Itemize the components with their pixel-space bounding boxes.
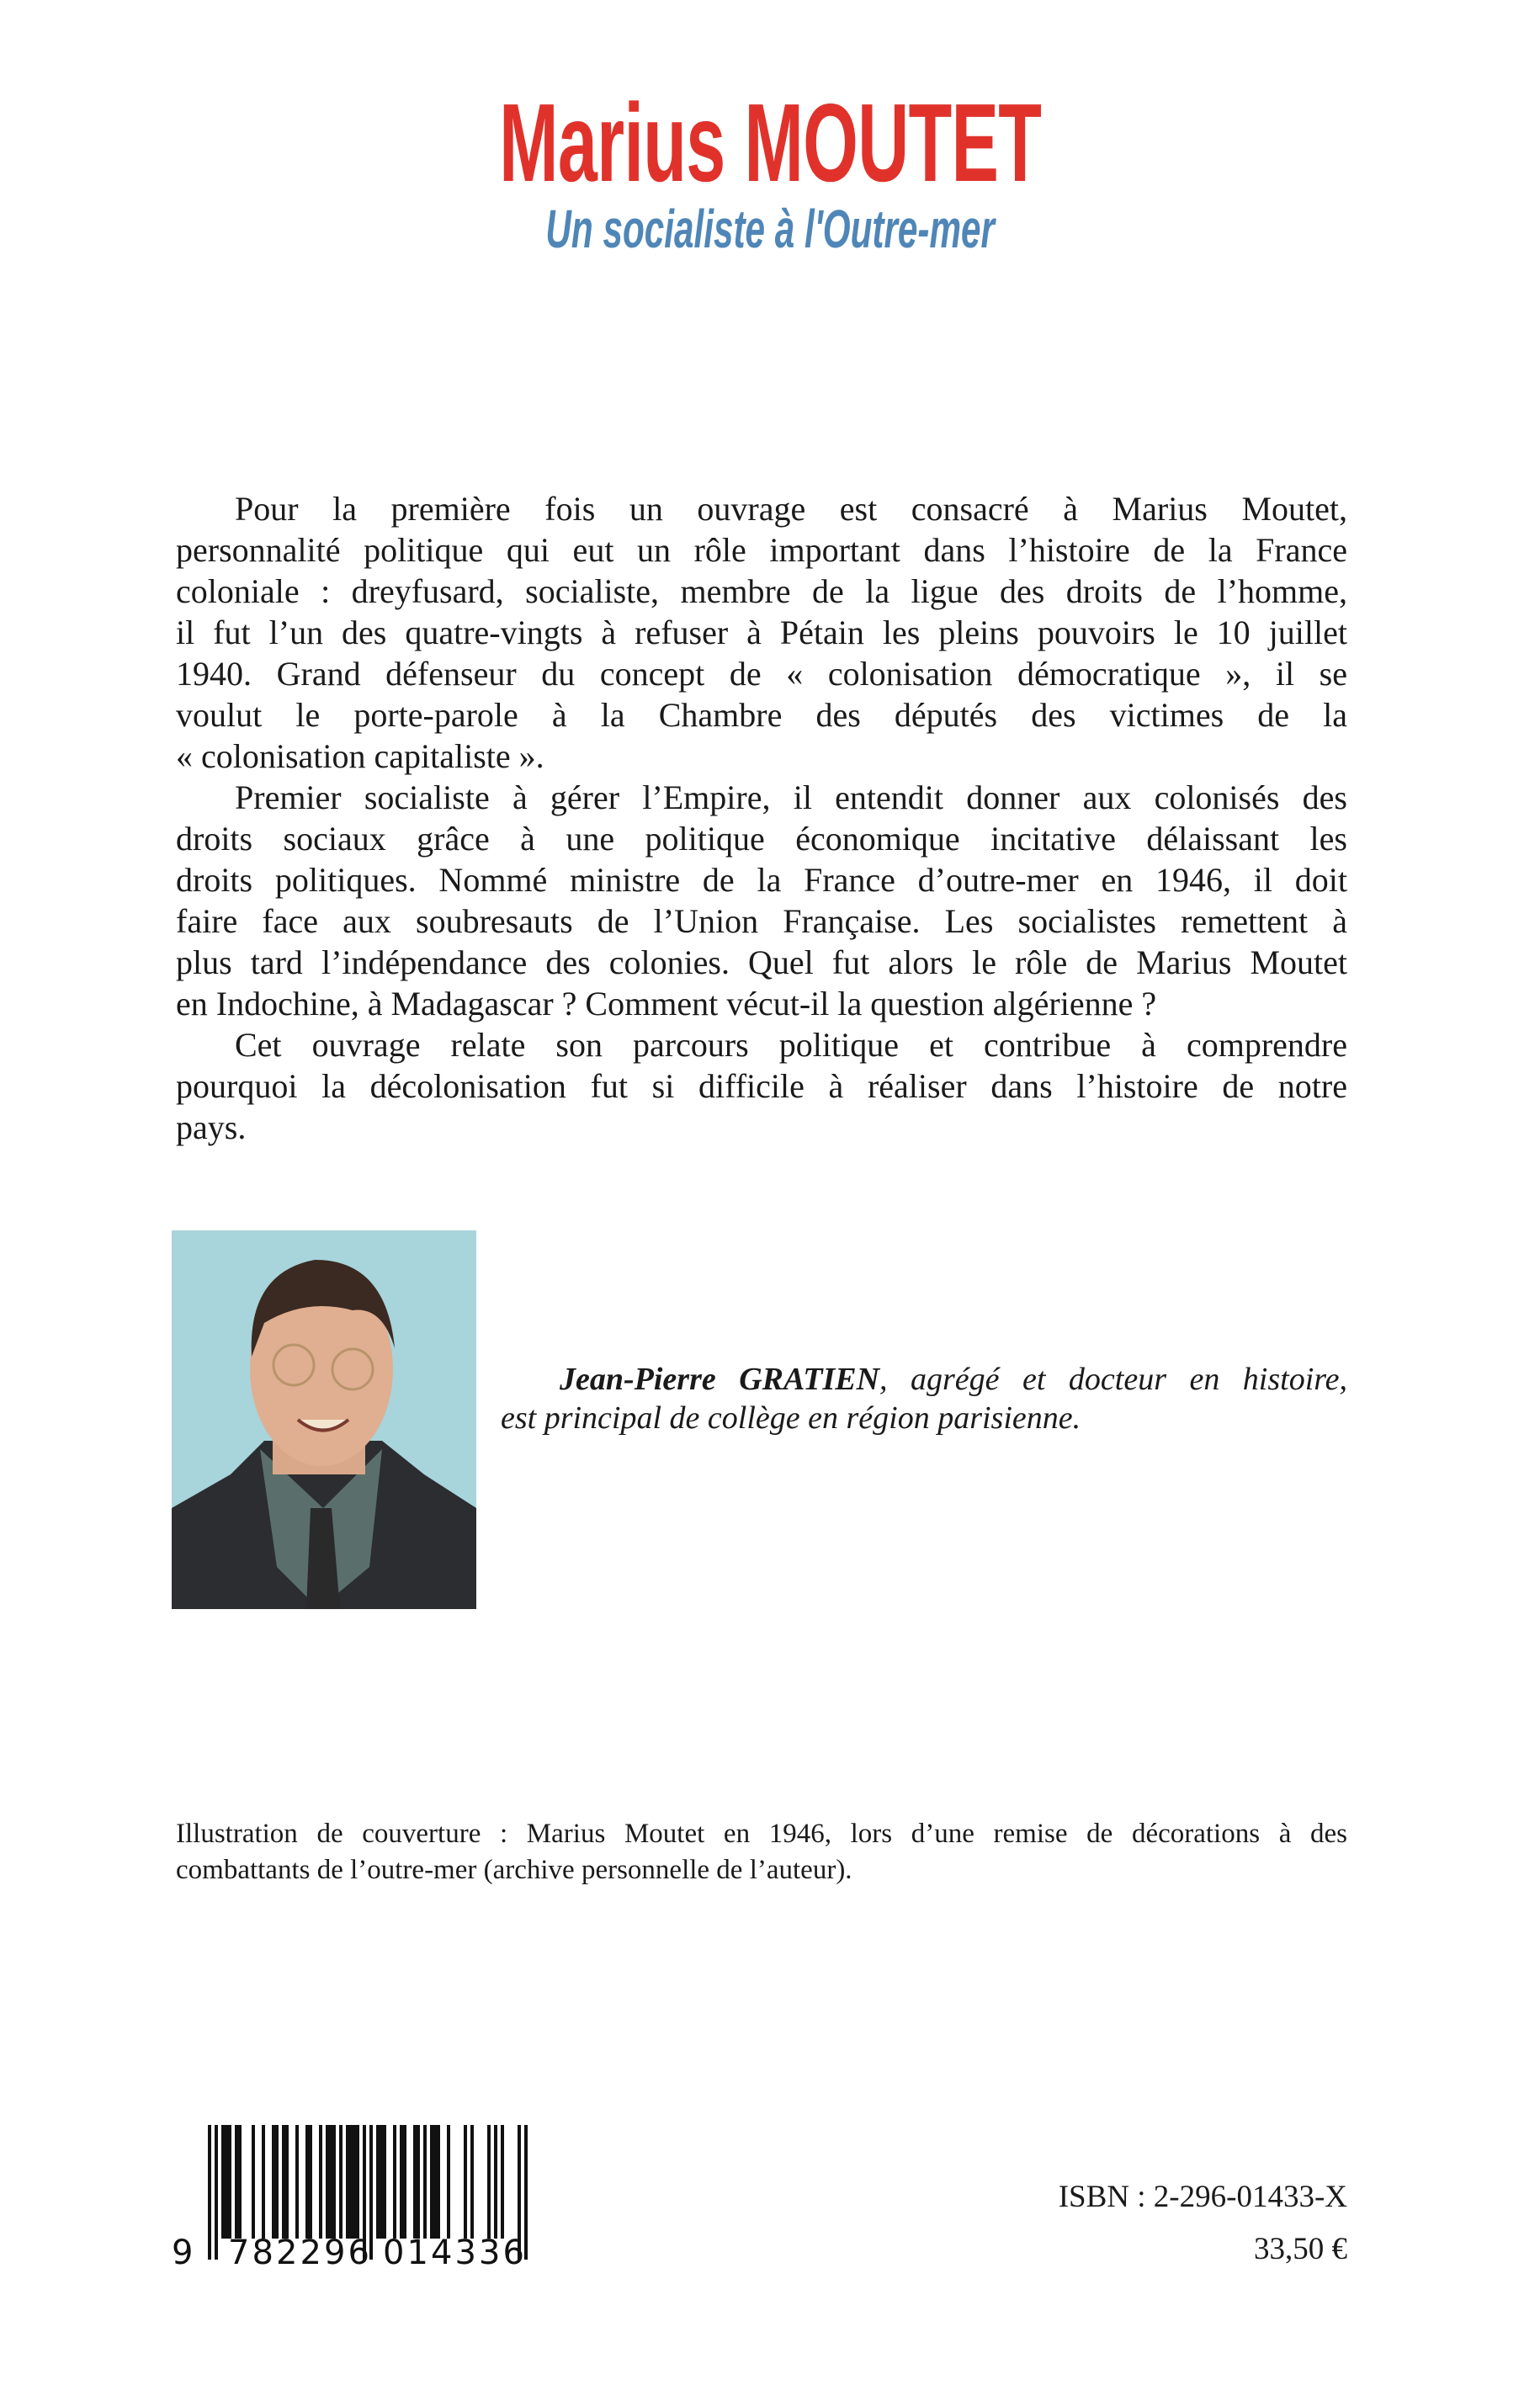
blurb-line: pays. <box>176 1108 247 1146</box>
barcode-bar <box>393 2125 396 2239</box>
author-photo <box>172 1230 476 1609</box>
barcode-bar <box>437 2125 440 2239</box>
barcode-bar <box>295 2125 299 2239</box>
barcode-bar <box>309 2125 312 2239</box>
barcode-bar <box>329 2125 332 2239</box>
blurb-line: voulut le porte-parole à la Chambre des députés des victimes de la <box>176 696 1347 734</box>
barcode-bar <box>225 2125 228 2239</box>
barcode-bar <box>524 2125 528 2260</box>
barcode-left-digits: 782296 <box>228 2234 369 2272</box>
barcode-bar <box>272 2125 275 2239</box>
barcode-bar <box>400 2125 403 2239</box>
blurb-line: plus tard l’indépendance des colonies. Quel fut alors le rôle de Marius Moutet <box>176 943 1347 981</box>
barcode-bar <box>464 2125 467 2239</box>
barcode-bar <box>356 2125 359 2239</box>
barcode-bar <box>262 2125 265 2239</box>
blurb-line: droits sociaux grâce à une politique économique incitative délaissant les <box>176 820 1347 858</box>
author-credentials: , agrégé et docteur en histoire, <box>879 1362 1348 1397</box>
barcode-bar <box>305 2125 309 2239</box>
barcode-right-digits: 014336 <box>383 2234 524 2272</box>
barcode-bar <box>470 2125 474 2239</box>
author-name: Jean-Pierre GRATIEN <box>560 1362 880 1397</box>
blurb-line: droits politiques. Nommé ministre de la France d’outre-mer en 1946, il doit <box>176 861 1347 899</box>
blurb-line: personnalité politique qui eut un rôle important dans l’histoire de la France <box>176 531 1347 569</box>
barcode-bar <box>349 2125 353 2239</box>
blurb-line: coloniale : dreyfusard, socialiste, membre de la ligue des droits de l’homme, <box>176 572 1347 610</box>
barcode-bar <box>413 2125 417 2239</box>
barcode-bar <box>487 2125 491 2239</box>
barcode-first-digit: 9 <box>172 2234 194 2272</box>
barcode-bar <box>319 2125 322 2239</box>
barcode-bar <box>423 2125 427 2239</box>
barcode-bar <box>285 2125 289 2239</box>
barcode-bar <box>228 2125 231 2239</box>
blurb-text <box>176 488 1347 1148</box>
barcode-bar <box>221 2125 225 2239</box>
barcode-bar <box>339 2125 343 2239</box>
barcode-bar <box>417 2125 420 2239</box>
blurb-line: en Indochine, à Madagascar ? Comment vécut-il la question algérienne ? <box>176 985 1157 1023</box>
blurb-line: Pour la première fois un ouvrage est consacré à Marius Moutet, <box>235 490 1347 528</box>
caption-line: Illustration de couverture : Marius Moutet en 1946, lors d’une remise de décorations à des <box>176 1819 1347 1849</box>
barcode-bar <box>346 2125 349 2239</box>
barcode-bar <box>208 2125 211 2260</box>
blurb-line: Cet ouvrage relate son parcours politique et contribue à comprendre <box>235 1026 1347 1064</box>
barcode-bar <box>275 2125 279 2239</box>
barcode-bar <box>252 2125 255 2239</box>
barcode-bar <box>369 2125 373 2260</box>
barcode-bar <box>403 2125 406 2239</box>
book-title <box>0 81 1540 205</box>
barcode-bar <box>326 2125 329 2239</box>
barcode-bar <box>433 2125 437 2239</box>
blurb-line: « colonisation capitaliste ». <box>176 737 544 775</box>
book-title-text: Marius MOUTET <box>498 81 1042 205</box>
book-subtitle-text: Un socialiste à l'Outre-mer <box>545 199 995 259</box>
author-bio-line-1 <box>501 1360 1347 1399</box>
barcode-bar <box>447 2125 450 2239</box>
blurb-line: pourquoi la décolonisation fut si difficile à réaliser dans l’histoire de notre <box>176 1067 1347 1105</box>
barcode-bar <box>494 2125 497 2239</box>
blurb-line: 1940. Grand défenseur du concept de « colonisation démocratique », il se <box>176 655 1347 693</box>
barcode-bar <box>235 2125 238 2239</box>
barcode-bar <box>332 2125 336 2239</box>
barcode-bar <box>238 2125 242 2239</box>
book-subtitle <box>0 195 1540 263</box>
barcode-bar <box>353 2125 356 2239</box>
blurb-line: il fut l’un des quatre-vingts à refuser à Pétain les pleins pouvoirs le 10 juillet <box>176 614 1347 651</box>
isbn-barcode <box>168 2121 539 2272</box>
blurb-line: Premier socialiste à gérer l’Empire, il entendit donner aux colonisés des <box>235 778 1347 816</box>
barcode-bar <box>282 2125 285 2239</box>
price: 33,50 € <box>1254 2232 1347 2266</box>
caption-line: combattants de l’outre-mer (archive personnelle de l’auteur). <box>176 1855 852 1885</box>
isbn-number: ISBN : 2-296-01433-X <box>1058 2180 1347 2214</box>
author-position: est principal de collège en région parisienne. <box>501 1400 1081 1436</box>
barcode-bar <box>430 2125 433 2239</box>
cover-illustration-caption <box>176 1816 1347 1888</box>
barcode-bar <box>501 2125 504 2239</box>
blurb-line: faire face aux soubresauts de l’Union Française. Les socialistes remettent à <box>176 902 1347 940</box>
barcode-bar <box>376 2125 380 2239</box>
author-bio-line-2 <box>501 1399 1347 1437</box>
barcode-bar <box>215 2125 218 2260</box>
barcode-bar <box>383 2125 386 2239</box>
barcode-bar <box>380 2125 383 2239</box>
